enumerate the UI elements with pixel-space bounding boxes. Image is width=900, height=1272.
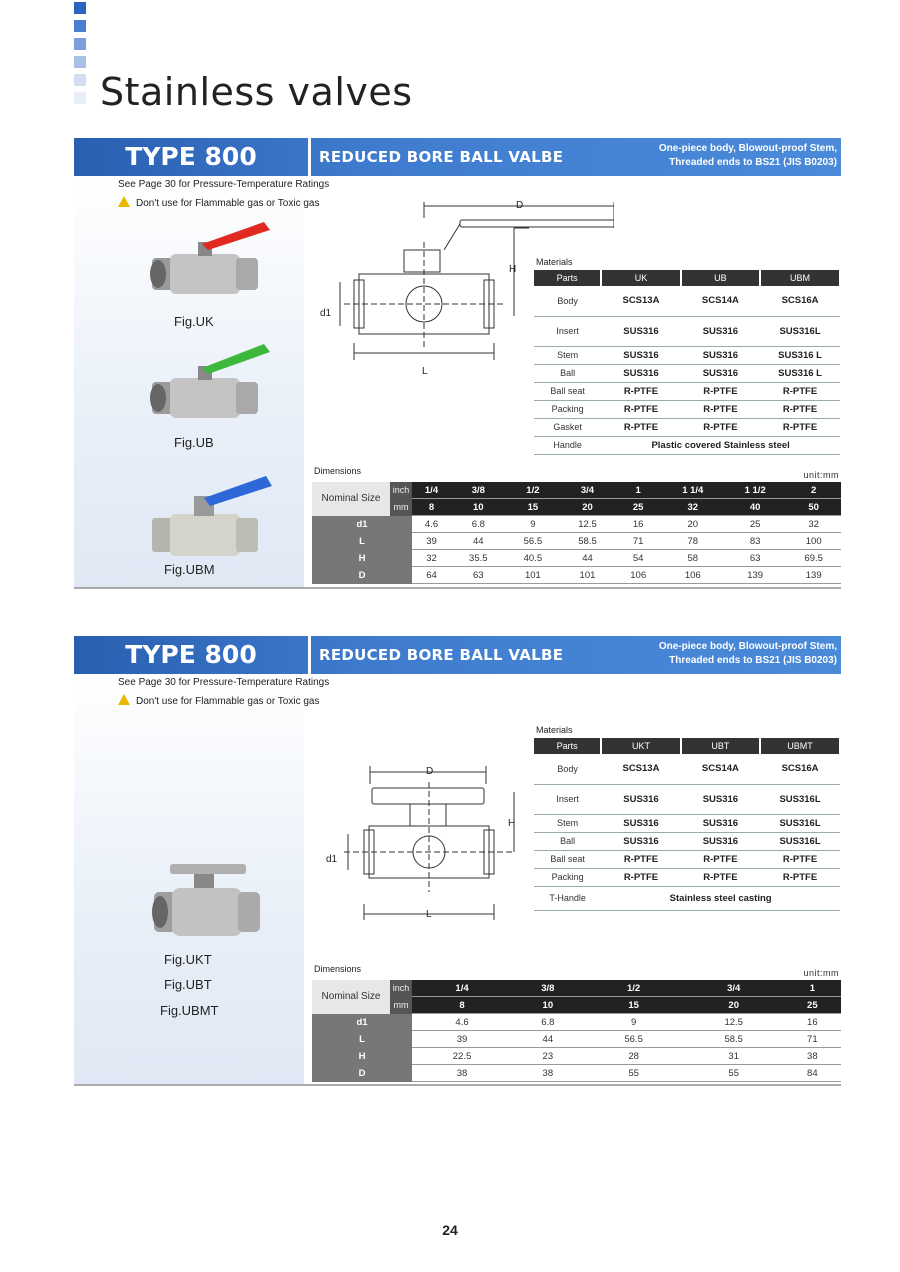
product-section-2 [74,636,841,1086]
page-number: 24 [442,1222,458,1238]
dim-label-d: D [516,200,524,211]
valve-photo-ub [144,338,274,428]
warning-icon [118,196,130,207]
fig-label: Fig.UKT [164,952,212,967]
page-title: Stainless valves [100,70,413,114]
materials-caption: Materials [536,257,573,267]
dim-label-d: D [426,766,434,777]
dimensions-table: Nominal Size inch 1/4 3/8 1/2 3/4 1 1 1/4 1 1/2 2 mm 8 10 15 20 25 32 40 50 d1 4.6 6.8 9 12.5 16 20 25 32 L 39 44 56.5 58.5 71 78 83 100 H 32 35.5 40.5 44 54 58 63 69.5 D 64 63 101 101 106 106 139 139 [312,482,841,584]
fig-label: Fig.UBM [164,562,215,577]
materials-caption: Materials [536,725,573,735]
section-banner [74,138,841,176]
unit-label: unit:mm [803,470,839,480]
section-divider [74,587,841,589]
fig-label: Fig.UB [174,435,214,450]
valve-photo-ukt [146,856,276,946]
valve-photo-uk [144,220,274,300]
deco-square [74,74,86,86]
deco-square [74,92,86,104]
warning-icon [118,694,130,705]
fig-label: Fig.UK [174,314,214,329]
technical-drawing [314,764,534,924]
section-banner [74,636,841,674]
dim-label-h: H [508,818,516,829]
dimensions-caption: Dimensions [314,964,362,974]
product-section-1 [74,138,841,590]
dim-label-h: H [509,264,517,275]
deco-square [74,38,86,50]
dimensions-caption: Dimensions [314,466,362,476]
fig-label: Fig.UBT [164,977,212,992]
deco-square [74,2,86,14]
unit-label: unit:mm [803,968,839,978]
materials-table: Parts UKT UBT UBMT Body SCS13A SCS14A SCS16A Insert SUS316 SUS316 SUS316L Stem SUS316 SUS316 SUS316L Ball SUS316 SUS316 SUS316L Ball seat R-PTFE R-PTFE R-PTFE Packing R-PTFE R-PTFE R-PTFE T-Handle Stainless steel casting [534,738,841,911]
dim-label-d1: d1 [326,854,338,865]
dim-label-l: L [422,366,428,377]
deco-square [74,56,86,68]
fig-label: Fig.UBMT [160,1003,219,1018]
note-warning: Don't use for Flammable gas or Toxic gas [118,693,319,707]
dim-label-d1: d1 [320,308,332,319]
dim-label-l: L [426,909,432,920]
dimensions-table: Nominal Size inch 1/4 3/8 1/2 3/4 1 mm 8 10 15 20 25 d1 4.6 6.8 9 12.5 16 L 39 44 56.5 58.5 71 H 22.5 23 28 31 38 D 38 38 55 55 84 [312,980,841,1082]
note-warning: Don't use for Flammable gas or Toxic gas [118,195,319,209]
type-label: TYPE 800 [125,142,257,171]
description: One-piece body, Blowout-proof Stem, Threaded ends to BS21 (JIS B0203) [658,143,837,168]
section-divider [74,1084,841,1086]
description: One-piece body, Blowout-proof Stem, Threaded ends to BS21 (JIS B0203) [658,641,837,666]
valve-photo-ubm [144,474,274,564]
subtitle: REDUCED BORE BALL VALBE [319,646,564,664]
deco-square [74,20,86,32]
materials-table: Parts UK UB UBM Body SCS13A SCS14A SCS16A Insert SUS316 SUS316 SUS316L Stem SUS316 SUS316 SUS316 L Ball SUS316 SUS316 SUS316 L Ball seat R-PTFE R-PTFE R-PTFE Packing R-PTFE R-PTFE R-PTFE Gasket R-PTFE R-PTFE R-PTFE Handle Plastic covered Stainless steel [534,270,841,455]
note-ratings: See Page 30 for Pressure-Temperature Ratings [118,179,330,190]
subtitle: REDUCED BORE BALL VALBE [319,148,564,166]
type-label: TYPE 800 [125,640,257,669]
note-ratings: See Page 30 for Pressure-Temperature Ratings [118,677,330,688]
